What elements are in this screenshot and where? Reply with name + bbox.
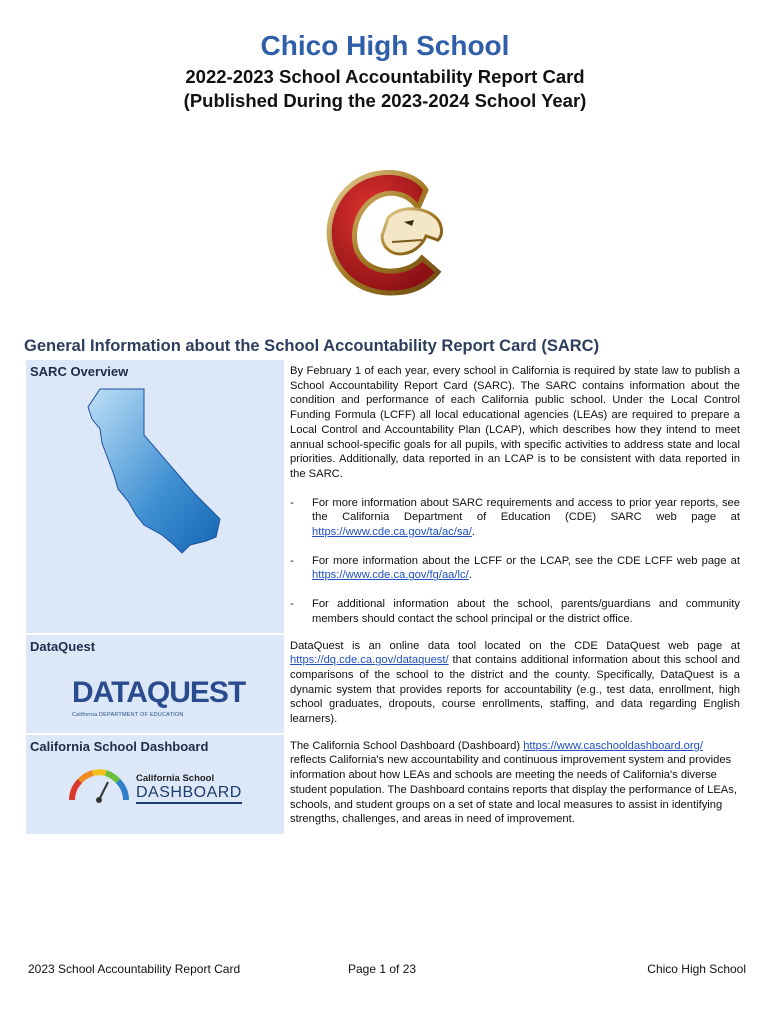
- dataquest-label: DataQuest: [30, 638, 96, 654]
- school-mascot-logo: [322, 160, 448, 302]
- bullet-text: For more information about the LCFF or the LCAP, see the CDE LCFF web page at https://www.cde.ca.gov/fg/aa/lc/.: [312, 554, 740, 582]
- published-line: (Published During the 2023-2024 School Year): [183, 90, 587, 111]
- sarc-overview-row: [26, 360, 744, 633]
- footer-page-number: Page 1 of 23: [348, 962, 417, 976]
- dashboard-logo-line2: DASHBOARD: [136, 784, 242, 804]
- sarc-bullet-2: [290, 554, 740, 583]
- section-heading: General Information about the School Accountability Report Card (SARC): [24, 337, 600, 355]
- dashboard-logo: [66, 766, 280, 804]
- dataquest-logo-quest: QUEST: [146, 675, 246, 709]
- cde-sarc-link[interactable]: https://www.cde.ca.gov/ta/ac/sa/: [312, 526, 472, 539]
- dataquest-logo-data: DATA: [72, 675, 147, 709]
- dashboard-label: California School Dashboard: [30, 738, 209, 754]
- dataquest-content: DataQuest is an online data tool located on the CDE DataQuest web page at https://dq.cde.ca.gov/dataquest/ that contains additional information about this school and comparisons of the school to the district and the county. Specifically, DataQuest is a dynamic system that provides reports for accountability (e.g., test data, enrollment, high school graduates, dropouts, course enrollments, staffing, and data regarding English learners).: [286, 635, 744, 733]
- dataquest-row: [26, 635, 744, 733]
- cde-lcff-link[interactable]: https://www.cde.ca.gov/fg/aa/lc/: [312, 569, 469, 582]
- sarc-bullet-1: [290, 496, 740, 540]
- dataquest-link[interactable]: https://dq.cde.ca.gov/dataquest/: [290, 654, 449, 667]
- dashboard-link[interactable]: https://www.caschooldashboard.org/: [523, 739, 703, 752]
- footer-right: Chico High School: [647, 962, 746, 976]
- sarc-overview-cell: [26, 360, 284, 633]
- sarc-overview-paragraph: By February 1 of each year, every school in California is required by state law to publish a School Accountability Report Card (SARC). The SARC contains information about the condition and performance of each California public school. Under the Local Control Funding Formula (LCFF) all local educational agencies (LEAs) are required to prepare a Local Control and Accountability Plan (LCAP), which describes how they intend to meet annual school-specific goals for all pupils, with specific activities to address state and local priorities. Additionally, data reported in an LCAP is to be consistent with data reported in the SARC.: [290, 365, 740, 480]
- bullet-dash: -: [290, 598, 294, 611]
- bullet-text: For more information about SARC requirements and access to prior year reports, see the California Department of Education (CDE) SARC web page at https://www.cde.ca.gov/ta/ac/sa/.: [312, 496, 740, 539]
- dataquest-logo: [72, 675, 246, 718]
- sarc-overview-label: SARC Overview: [30, 364, 129, 379]
- dashboard-row: [26, 735, 744, 834]
- dashboard-content: The California School Dashboard (Dashboard) https://www.caschooldashboard.org/ reflects California's new accountability and continuous improvement system and provides information about how LEAs and schools are meeting the needs of California's diverse student population. The Dashboard contains reports that display the performance of LEAs, schools, and student groups on a set of state and local measures to assist in identifying strengths, challenges, and areas in need of improvement.: [286, 735, 744, 834]
- bullet-text: For additional information about the school, parents/guardians and community members should contact the school principal or the district office.: [312, 598, 740, 625]
- dashboard-logo-line1: California School: [136, 772, 215, 784]
- sarc-info-table: [24, 358, 746, 836]
- report-title: 2022-2023 School Accountability Report Card: [185, 66, 585, 87]
- sarc-bullet-3: [290, 597, 740, 626]
- bullet-dash: -: [290, 554, 294, 567]
- dataquest-cell: [26, 635, 284, 733]
- dashboard-gauge-icon: [66, 766, 132, 804]
- dataquest-logo-subtitle: California DEPARTMENT OF EDUCATION: [72, 711, 184, 718]
- california-map-icon: [82, 385, 222, 555]
- school-title: Chico High School: [260, 30, 510, 61]
- sarc-overview-content: [286, 360, 744, 633]
- dashboard-cell: [26, 735, 284, 834]
- bullet-dash: -: [290, 496, 294, 509]
- footer-left: 2023 School Accountability Report Card: [28, 962, 241, 976]
